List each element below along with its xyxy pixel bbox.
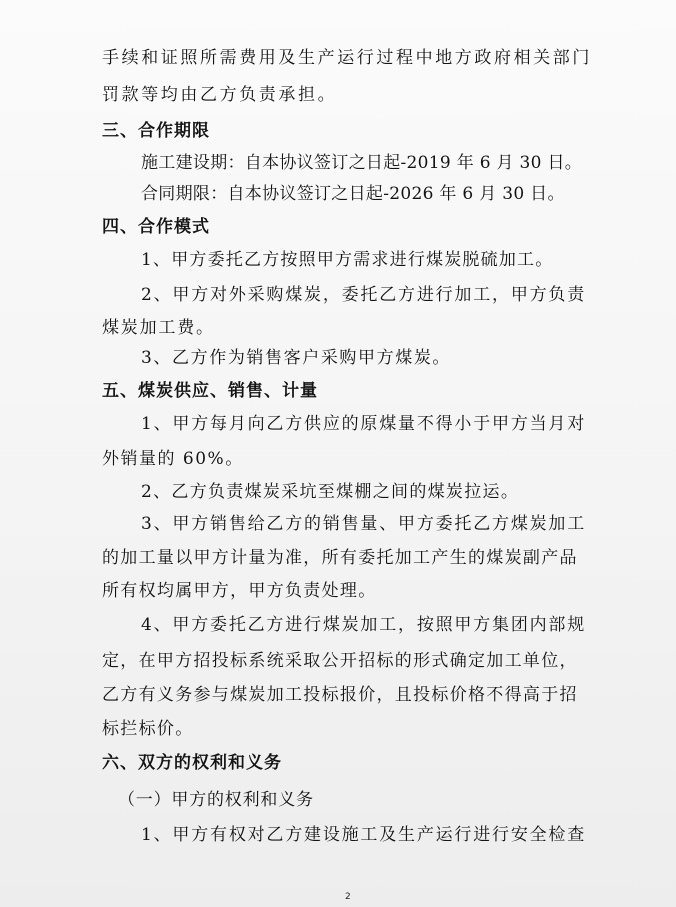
paragraph-line: 施工建设期：自本协议签订之日起-2019 年 6 月 30 日。 bbox=[141, 153, 583, 173]
paragraph-line: 1、甲方有权对乙方建设施工及生产运行进行安全检查 bbox=[141, 825, 587, 845]
section-heading: 三、合作期限 bbox=[102, 121, 210, 141]
paragraph-line: 1、甲方委托乙方按照甲方需求进行煤炭脱硫加工。 bbox=[141, 250, 554, 270]
paragraph-line: 外销量的 60%。 bbox=[102, 449, 244, 469]
paragraph-line: 1、甲方每月向乙方供应的原煤量不得小于甲方当月对 bbox=[141, 414, 587, 434]
page-number: 2 bbox=[345, 892, 351, 902]
paragraph-line: 定，在甲方招投标系统采取公开招标的形式确定加工单位， bbox=[102, 651, 578, 671]
paragraph-line: 的加工量以甲方计量为准，所有委托加工产生的煤炭副产品 bbox=[102, 548, 578, 568]
paragraph-line: 标拦标价。 bbox=[102, 719, 194, 739]
paragraph-line: 2、乙方负责煤炭采坑至煤棚之间的煤炭拉运。 bbox=[141, 482, 520, 502]
paragraph-line: 3、乙方作为销售客户采购甲方煤炭。 bbox=[141, 348, 452, 368]
paragraph-line: 合同期限：自本协议签订之日起-2026 年 6 月 30 日。 bbox=[141, 184, 565, 204]
section-heading: 五、煤炭供应、销售、计量 bbox=[102, 381, 318, 401]
section-heading: 四、合作模式 bbox=[102, 217, 210, 237]
section-heading: 六、双方的权利和义务 bbox=[102, 753, 282, 773]
paragraph-line: 所有权均属甲方，甲方负责处理。 bbox=[102, 581, 377, 601]
paragraph-line: 煤炭加工费。 bbox=[102, 318, 215, 338]
paragraph-line: 罚款等均由乙方负责承担。 bbox=[102, 85, 338, 105]
subsection-heading: （一）甲方的权利和义务 bbox=[118, 790, 314, 810]
paragraph-line: 乙方有义务参与煤炭加工投标报价，且投标价格不得高于招 bbox=[102, 685, 578, 705]
paragraph-line: 4、甲方委托乙方进行煤炭加工，按照甲方集团内部规 bbox=[141, 615, 587, 635]
paragraph-line: 手续和证照所需费用及生产运行过程中地方政府相关部门 bbox=[102, 48, 592, 68]
paragraph-line: 2、甲方对外采购煤炭，委托乙方进行加工，甲方负责 bbox=[141, 285, 587, 305]
paragraph-line: 3、甲方销售给乙方的销售量、甲方委托乙方煤炭加工 bbox=[141, 514, 587, 534]
